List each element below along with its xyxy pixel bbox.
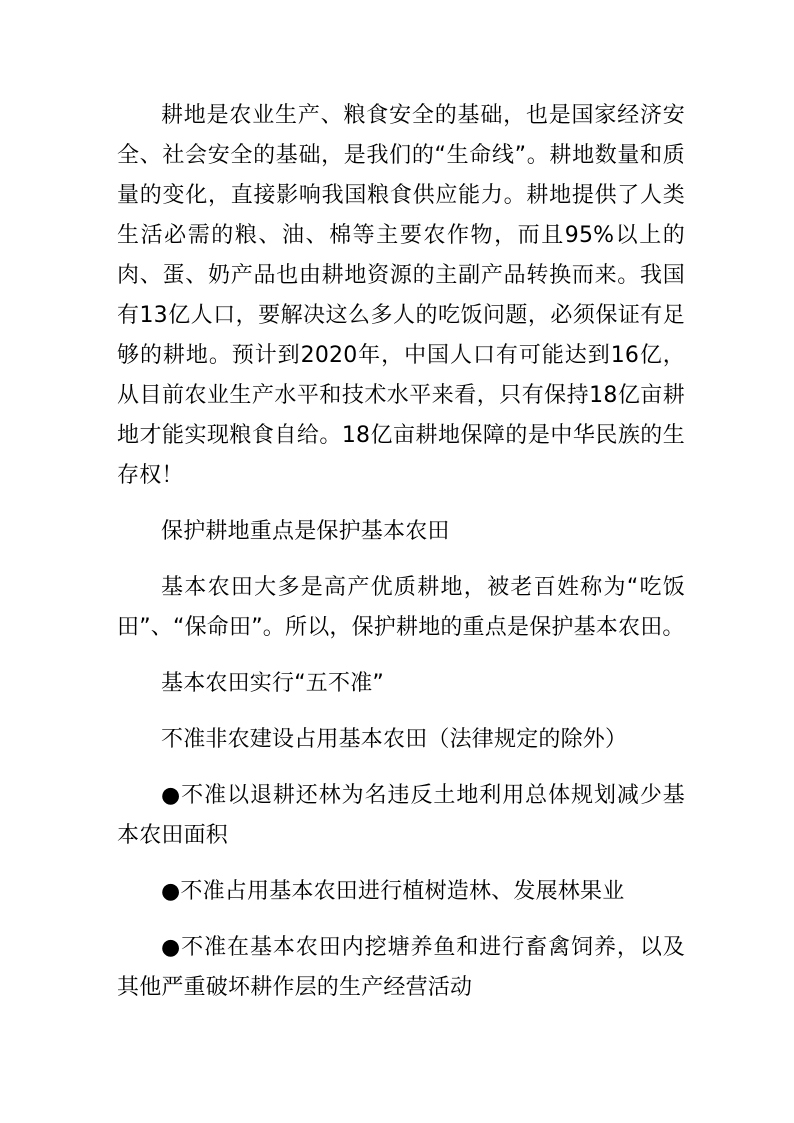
paragraph-gap: [117, 552, 685, 568]
paragraph-gap: [117, 760, 685, 776]
section-heading-protect-farmland: 保护耕地重点是保护基本农田: [161, 519, 450, 544]
paragraph-gap: [117, 856, 685, 872]
rule-item-3: ●不准占用基本农田进行植树造林、发展林果业: [161, 879, 625, 904]
basic-farmland-paragraph: 基本农田大多是高产优质耕地，被老百姓称为“吃饭田”、“保命田”。所以，保护耕地的重点是保护基本农田。: [117, 575, 685, 640]
rule-item-4: ●不准在基本农田内挖塘养鱼和进行畜禽饲养，以及其他严重破坏耕作层的生产经营活动: [117, 935, 685, 1000]
paragraph-gap: [117, 704, 685, 720]
paragraph-gap: [117, 912, 685, 928]
rule-item-1: 不准非农建设占用基本农田（法律规定的除外）: [161, 727, 628, 752]
rule-item-2: ●不准以退耕还林为名违反土地利用总体规划减少基本农田面积: [117, 783, 685, 848]
section-heading-five-rules: 基本农田实行“五不准”: [161, 671, 384, 696]
document-page: [117, 96, 685, 1008]
intro-paragraph: 耕地是农业生产、粮食安全的基础，也是国家经济安全、社会安全的基础，是我们的“生命线”。耕地数量和质量的变化，直接影响我国粮食供应能力。耕地提供了人类生活必需的粮、油、棉等主要农作物，而且95%以上的肉、蛋、奶产品也由耕地资源的主副产品转换而来。我国有13亿人口，要解决这么多人的吃饭问题，必须保证有足够的耕地。预计到2020年，中国人口有可能达到16亿，从目前农业生产水平和技术水平来看，只有保持18亿亩耕地才能实现粮食自给。18亿亩耕地保障的是中华民族的生存权！: [117, 103, 685, 488]
paragraph-gap: [117, 648, 685, 664]
paragraph-gap: [117, 496, 685, 512]
